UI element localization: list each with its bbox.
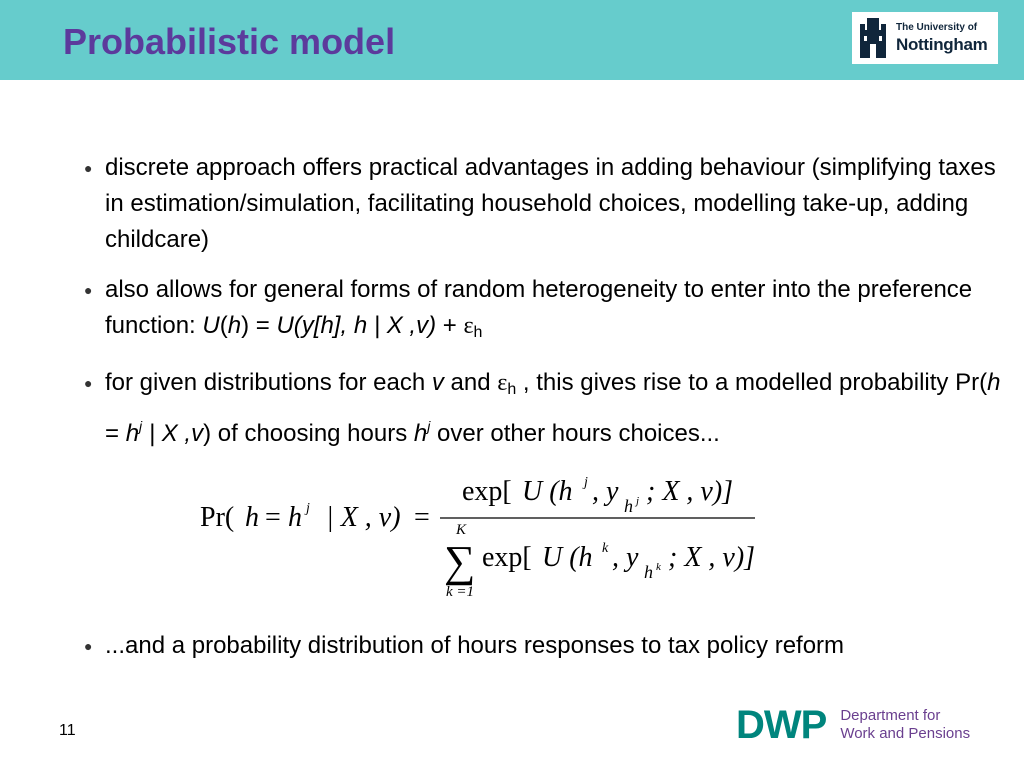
utility-symbol: U [202, 312, 220, 339]
dwp-logo-line1: Department for [840, 707, 941, 724]
bullet-2: ● also allows for general forms of random heterogeneity to enter into the preference function: U(h) = U(y[h], h | X $,v) + \varepsilon_h$ [84, 272, 1004, 351]
epsilon-subscript: h [473, 324, 483, 341]
formula-sum-lower: k =1 [446, 584, 475, 600]
formula-num-comma: , y [592, 476, 619, 507]
bullet-3-text-d: over other hours choices... [430, 420, 720, 447]
slide-title: Probabilistic model [63, 21, 396, 62]
bullet-dot-icon: ● [84, 638, 93, 654]
epsilon-symbol: ε [463, 313, 474, 339]
formula-lhs-h: h [245, 502, 259, 533]
probability-formula [200, 472, 760, 602]
dwp-logo-text [840, 707, 970, 743]
superscript-j: j [139, 418, 143, 434]
formula-sum-upper: K [456, 522, 467, 538]
hours-j-symbol: h [125, 420, 140, 447]
university-logo [852, 12, 998, 64]
page-number: 11 [59, 722, 76, 739]
bullet-list [84, 150, 1004, 466]
formula-den-sub-h: h [644, 562, 653, 582]
bullet-dot-icon: ● [84, 375, 93, 391]
bullet-3-text-a: for given distributions for each [105, 369, 432, 396]
bullet-1-text: discrete approach offers practical advantages in adding behaviour (simplifying taxes in estimation/simulation, facilitating household choices, modelling take-up, adding childcare) [105, 154, 996, 253]
superscript-j: j [427, 418, 431, 434]
formula-den-u: U (h [542, 542, 593, 573]
utility-expression: U(y[h], h | X ,v) [276, 312, 437, 339]
formula-den-sub-k: k [656, 561, 661, 573]
bullet-dot-icon: ● [84, 282, 93, 298]
formula-lhs-h2: h [288, 502, 302, 533]
castle-crest-icon [858, 16, 888, 60]
bullet-4 [84, 628, 1024, 664]
epsilon-symbol: ε [497, 370, 508, 396]
and-word: and [443, 369, 498, 396]
formula-den-exp: exp[ [482, 542, 532, 573]
dwp-logo-mark: DWP [736, 703, 827, 747]
hours-j-symbol: h [413, 420, 428, 447]
formula-lhs-given: | X , v) [326, 502, 401, 533]
formula-den-k: k [602, 541, 609, 556]
bullet-3-text-b: , this gives rise to a modelled probability Pr( [516, 369, 988, 396]
formula-den-rest: ; X , v)] [668, 542, 756, 573]
formula-final-eq: = [414, 502, 430, 533]
equals-sign: = [249, 312, 277, 339]
bullet-2-text: also allows for general forms of random heterogeneity to enter into the preference function: [105, 276, 973, 339]
dwp-logo [736, 703, 1002, 747]
formula-num-j: j [584, 475, 588, 490]
bullet-1 [84, 150, 1004, 258]
formula-pr: Pr( [200, 502, 235, 533]
formula-num-exp: exp[ [462, 476, 512, 507]
university-logo-line1: The University of [896, 22, 978, 33]
formula-graphic [200, 472, 760, 602]
bullet-dot-icon: ● [84, 160, 93, 176]
epsilon-subscript: h [507, 381, 517, 398]
equals-sign: = [105, 420, 126, 447]
formula-num-sub-j: j [636, 495, 640, 507]
formula-num-rest: ; X , v)] [646, 476, 734, 507]
formula-num-u: U (h [522, 476, 573, 507]
hours-symbol: h [987, 369, 1001, 396]
university-logo-line2: Nottingham [896, 35, 988, 54]
formula-sum-symbol: ∑ [444, 537, 476, 586]
dwp-logo-line2: Work and Pensions [840, 725, 971, 742]
bullet-4-text: ...and a probability distribution of hours responses to tax policy reform [105, 632, 845, 659]
v-symbol: v [431, 369, 444, 396]
bullet-3 [84, 365, 1004, 452]
formula-den-comma: , y [612, 542, 639, 573]
hours-symbol: h [227, 312, 242, 339]
formula-lhs-eq: = [265, 502, 281, 533]
university-logo-text [896, 23, 987, 53]
conditioning-expression: | X ,v [142, 420, 204, 447]
formula-lhs-j: j [306, 501, 310, 516]
bullet-3-text-c: ) of choosing hours [203, 420, 414, 447]
formula-num-sub-h: h [624, 496, 633, 516]
plus-sign: + [436, 312, 464, 339]
